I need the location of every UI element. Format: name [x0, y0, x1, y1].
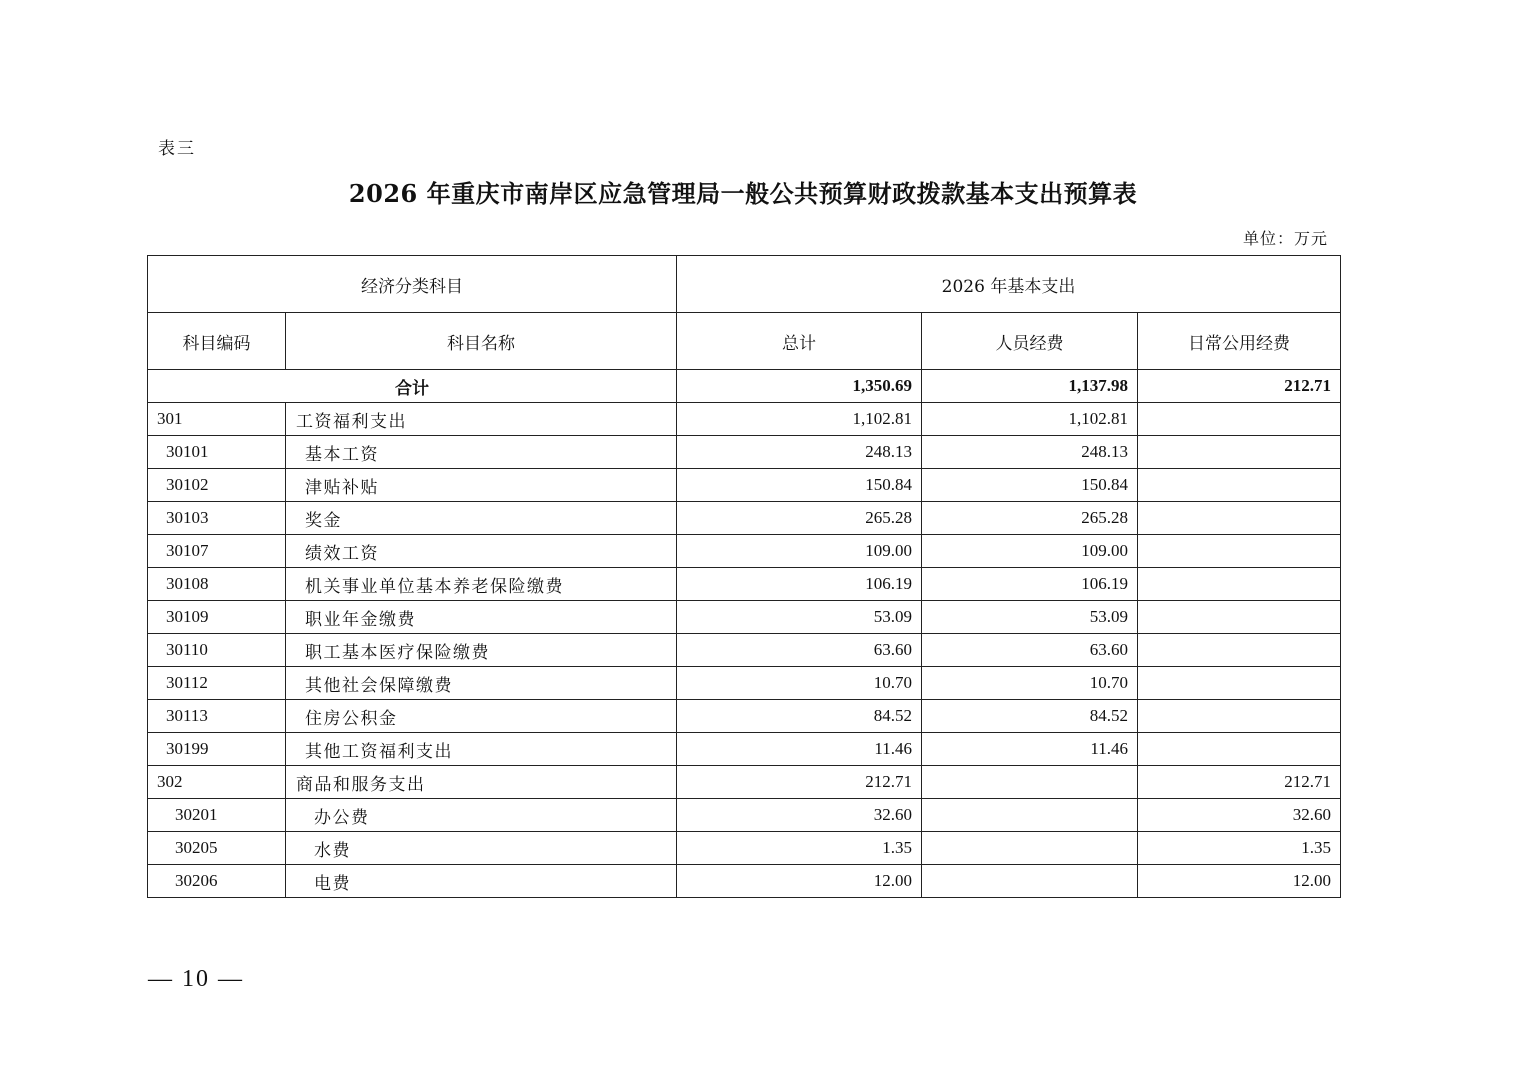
header-row-group [148, 256, 1341, 313]
cell-personnel: 265.28 [922, 502, 1138, 535]
table-label: 表三 [158, 139, 196, 159]
cell-public [1138, 469, 1341, 502]
table-row [148, 865, 1341, 898]
header-basic-expense: 2026 年基本支出 [677, 256, 1341, 313]
cell-total: 10.70 [677, 667, 922, 700]
cell-name: 商品和服务支出 [286, 766, 677, 799]
total-public: 212.71 [1138, 370, 1341, 403]
header-name: 科目名称 [286, 313, 677, 370]
cell-name: 其他社会保障缴费 [286, 667, 677, 700]
cell-name: 其他工资福利支出 [286, 733, 677, 766]
cell-name: 水费 [286, 832, 677, 865]
cell-name: 基本工资 [286, 436, 677, 469]
unit-label: 单位：万元 [1242, 229, 1328, 248]
cell-code: 30103 [148, 502, 286, 535]
total-personnel: 1,137.98 [922, 370, 1138, 403]
cell-personnel: 53.09 [922, 601, 1138, 634]
table-row [148, 832, 1341, 865]
cell-public [1138, 403, 1341, 436]
page-number: — 10 — [148, 966, 244, 992]
table-row [148, 634, 1341, 667]
cell-code: 301 [148, 403, 286, 436]
cell-total: 63.60 [677, 634, 922, 667]
cell-name: 职业年金缴费 [286, 601, 677, 634]
cell-code: 30108 [148, 568, 286, 601]
header-total: 总计 [677, 313, 922, 370]
cell-total: 12.00 [677, 865, 922, 898]
cell-public [1138, 535, 1341, 568]
cell-total: 265.28 [677, 502, 922, 535]
table-row [148, 799, 1341, 832]
cell-name: 电费 [286, 865, 677, 898]
header-code: 科目编码 [148, 313, 286, 370]
cell-total: 32.60 [677, 799, 922, 832]
cell-code: 30101 [148, 436, 286, 469]
cell-total: 1.35 [677, 832, 922, 865]
cell-name: 机关事业单位基本养老保险缴费 [286, 568, 677, 601]
budget-table [147, 255, 1341, 898]
cell-name: 职工基本医疗保险缴费 [286, 634, 677, 667]
cell-name: 绩效工资 [286, 535, 677, 568]
table-row [148, 469, 1341, 502]
cell-total: 1,102.81 [677, 403, 922, 436]
cell-public: 32.60 [1138, 799, 1341, 832]
cell-public: 212.71 [1138, 766, 1341, 799]
cell-code: 30205 [148, 832, 286, 865]
total-sum: 1,350.69 [677, 370, 922, 403]
header-personnel: 人员经费 [922, 313, 1138, 370]
page-title: 2026 年重庆市南岸区应急管理局一般公共预算财政拨款基本支出预算表 [348, 179, 1138, 208]
cell-public [1138, 568, 1341, 601]
table-row [148, 535, 1341, 568]
cell-name: 津贴补贴 [286, 469, 677, 502]
cell-personnel [922, 832, 1138, 865]
cell-personnel: 84.52 [922, 700, 1138, 733]
cell-personnel: 150.84 [922, 469, 1138, 502]
cell-name: 住房公积金 [286, 700, 677, 733]
cell-code: 30109 [148, 601, 286, 634]
cell-total: 109.00 [677, 535, 922, 568]
cell-total: 84.52 [677, 700, 922, 733]
table-row [148, 568, 1341, 601]
cell-personnel: 248.13 [922, 436, 1138, 469]
cell-code: 30102 [148, 469, 286, 502]
header-econ-category: 经济分类科目 [148, 256, 677, 313]
cell-personnel: 10.70 [922, 667, 1138, 700]
table-row [148, 700, 1341, 733]
table-row [148, 403, 1341, 436]
cell-public [1138, 700, 1341, 733]
cell-personnel: 106.19 [922, 568, 1138, 601]
cell-code: 30113 [148, 700, 286, 733]
cell-public: 12.00 [1138, 865, 1341, 898]
cell-code: 30112 [148, 667, 286, 700]
cell-name: 奖金 [286, 502, 677, 535]
cell-personnel [922, 865, 1138, 898]
cell-public [1138, 733, 1341, 766]
header-public: 日常公用经费 [1138, 313, 1341, 370]
cell-total: 150.84 [677, 469, 922, 502]
cell-name: 办公费 [286, 799, 677, 832]
cell-personnel: 1,102.81 [922, 403, 1138, 436]
total-label: 合计 [148, 370, 677, 403]
cell-total: 11.46 [677, 733, 922, 766]
cell-code: 30201 [148, 799, 286, 832]
table-row [148, 766, 1341, 799]
cell-personnel: 63.60 [922, 634, 1138, 667]
cell-public: 1.35 [1138, 832, 1341, 865]
cell-personnel: 109.00 [922, 535, 1138, 568]
cell-name: 工资福利支出 [286, 403, 677, 436]
cell-public [1138, 436, 1341, 469]
cell-code: 30199 [148, 733, 286, 766]
cell-personnel [922, 799, 1138, 832]
table-row [148, 436, 1341, 469]
table-row [148, 601, 1341, 634]
cell-public [1138, 667, 1341, 700]
cell-public [1138, 502, 1341, 535]
cell-personnel [922, 766, 1138, 799]
cell-total: 248.13 [677, 436, 922, 469]
cell-total: 212.71 [677, 766, 922, 799]
cell-code: 30110 [148, 634, 286, 667]
cell-public [1138, 634, 1341, 667]
cell-code: 30206 [148, 865, 286, 898]
cell-total: 106.19 [677, 568, 922, 601]
cell-total: 53.09 [677, 601, 922, 634]
header-row-columns [148, 313, 1341, 370]
table-row [148, 502, 1341, 535]
cell-public [1138, 601, 1341, 634]
total-row [148, 370, 1341, 403]
table-row [148, 733, 1341, 766]
cell-code: 30107 [148, 535, 286, 568]
cell-code: 302 [148, 766, 286, 799]
table-row [148, 667, 1341, 700]
cell-personnel: 11.46 [922, 733, 1138, 766]
